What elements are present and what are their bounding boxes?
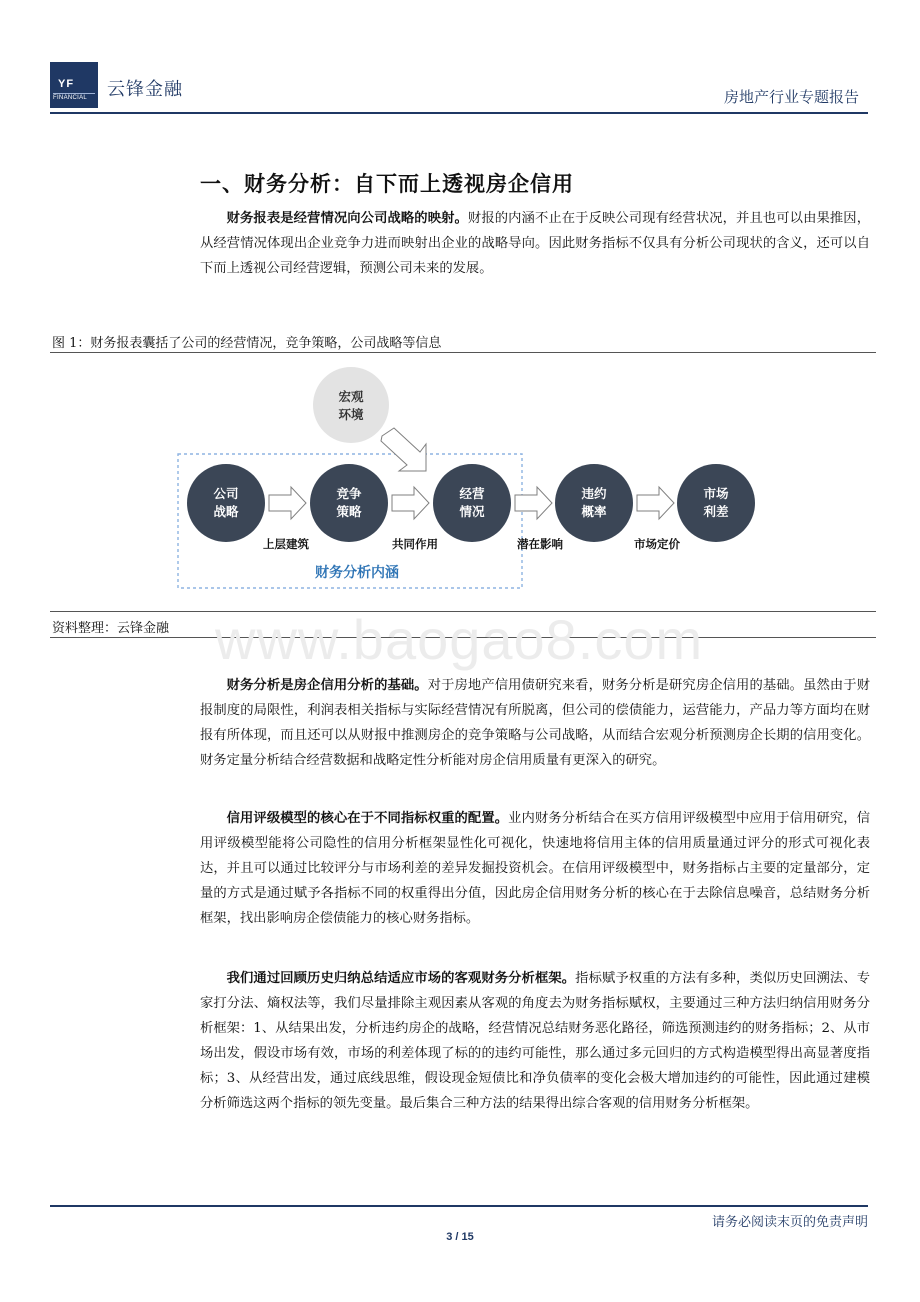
footer-rule <box>50 1205 868 1207</box>
node-operations <box>433 464 511 542</box>
macro-label-2: 环境 <box>338 407 364 422</box>
node-label: 情况 <box>459 504 485 519</box>
node-competition-strategy <box>310 464 388 542</box>
intro-lead: 财务报表是经营情况向公司战略的映射。 <box>226 211 468 226</box>
macro-label-1: 宏观 <box>338 389 364 404</box>
company-logo <box>50 62 98 108</box>
edge-label: 潜在影响 <box>517 537 563 551</box>
figure-source: 资料整理：云锋金融 <box>52 621 170 636</box>
intro-paragraph <box>200 206 870 281</box>
node-label: 策略 <box>336 504 362 519</box>
node-market-spread <box>677 464 755 542</box>
node-label: 利差 <box>703 504 729 519</box>
node-label: 公司 <box>213 486 239 501</box>
flow-diagram <box>170 358 770 608</box>
brand-name: 云锋金融 <box>107 79 183 100</box>
arrow-1 <box>269 487 306 519</box>
edge-label: 市场定价 <box>634 537 680 551</box>
report-type: 房地产行业专题报告 <box>723 88 859 106</box>
logo-divider <box>53 93 95 94</box>
node-default-probability <box>555 464 633 542</box>
paragraph-3 <box>200 966 870 1116</box>
node-label: 经营 <box>459 486 485 501</box>
node-company-strategy <box>187 464 265 542</box>
node-label: 违约 <box>581 486 607 501</box>
node-label: 竞争 <box>336 486 362 501</box>
logo-mark: YF <box>58 78 75 90</box>
paragraph-lead: 我们通过回顾历史归纳总结适应市场的客观财务分析框架。 <box>226 971 576 986</box>
node-label: 概率 <box>581 504 607 519</box>
paragraph-text: 业内财务分析结合在买方信用评级模型中应用于信用研究，信用评级模型能将公司隐性的信用分析框架显性化可视化，快速地将信用主体的信用质量通过评分的形式可视化表达，并且可以通过比较评分与市场利差的差异发掘投资机会。在信用评级模型中，财务指标占主要的定量部分，定量的方式是通过赋予各指标不同的权重得出分值，因此房企信用财务分析的核心在于去除信息噪音，总结财务分析框架，找出影响房企偿债能力的核心财务指标。 <box>200 811 871 926</box>
page-number: 3 / 15 <box>446 1231 474 1243</box>
arrow-2 <box>392 487 429 519</box>
header-rule <box>50 112 868 114</box>
paragraph-text: 指标赋予权重的方法有多种，类似历史回溯法、专家打分法、熵权法等，我们尽量排除主观因素从客观的角度去为财务指标赋权，主要通过三种方法归纳信用财务分析框架：1、从结果出发，分析违约房企的战略，经营情况总结财务恶化路径，筛选预测违约的财务指标；2、从市场出发，假设市场有效，市场的利差体现了标的的违约可能性，那么通过多元回归的方式构造模型得出高显著度指标；3、从经营出发，通过底线思维，假设现金短债比和净负债率的变化会极大增加违约的可能性，因此通过建模分析筛选这两个指标的领先变量。最后集合三种方法的结果得出综合客观的信用财务分析框架。 <box>200 971 871 1111</box>
paragraph-text: 对于房地产信用债研究来看，财务分析是研究房企信用的基础。虽然由于财报制度的局限性，利润表相关指标与实际经营情况有所脱离，但公司的偿债能力，运营能力，产品力等方面均在财报有所体现，而且还可以从财报中推测房企的竞争策略与公司战略，从而结合宏观分析预测房企长期的信用变化。财务定量分析结合经营数据和战略定性分析能对房企信用质量有更深入的研究。 <box>200 678 871 768</box>
arrow-4 <box>637 487 674 519</box>
edge-label: 共同作用 <box>392 537 438 551</box>
node-label: 战略 <box>213 504 239 519</box>
section-title: 一、财务分析：自下而上透视房企信用 <box>200 172 574 196</box>
intro-text: 财报的内涵不止在于反映公司现有经营状况，并且也可以由果推因，从经营情况体现出企业竞争力进而映射出企业的战略导向。因此财务指标不仅具有分析公司现状的含义，还可以自下而上透视公司经营逻辑，预测公司未来的发展。 <box>200 211 871 276</box>
box-label: 财务分析内涵 <box>315 565 399 581</box>
node-label: 市场 <box>703 486 729 501</box>
figure-caption: 图 1：财务报表囊括了公司的经营情况，竞争策略，公司战略等信息 <box>52 336 442 351</box>
edge-label: 上层建筑 <box>263 537 309 551</box>
arrow-3 <box>515 487 552 519</box>
paragraph-lead: 财务分析是房企信用分析的基础。 <box>226 678 428 693</box>
paragraph-1 <box>200 673 870 773</box>
paragraph-lead: 信用评级模型的核心在于不同指标权重的配置。 <box>226 811 509 826</box>
watermark: www.baogao8.com <box>215 608 704 671</box>
disclaimer-note: 请务必阅读末页的免责声明 <box>711 1215 868 1230</box>
paragraph-2 <box>200 806 870 931</box>
macro-environment-node <box>313 367 389 443</box>
logo-subtext: FINANCIAL <box>53 95 88 101</box>
macro-arrow <box>381 428 426 471</box>
figure-top-rule <box>50 352 876 353</box>
